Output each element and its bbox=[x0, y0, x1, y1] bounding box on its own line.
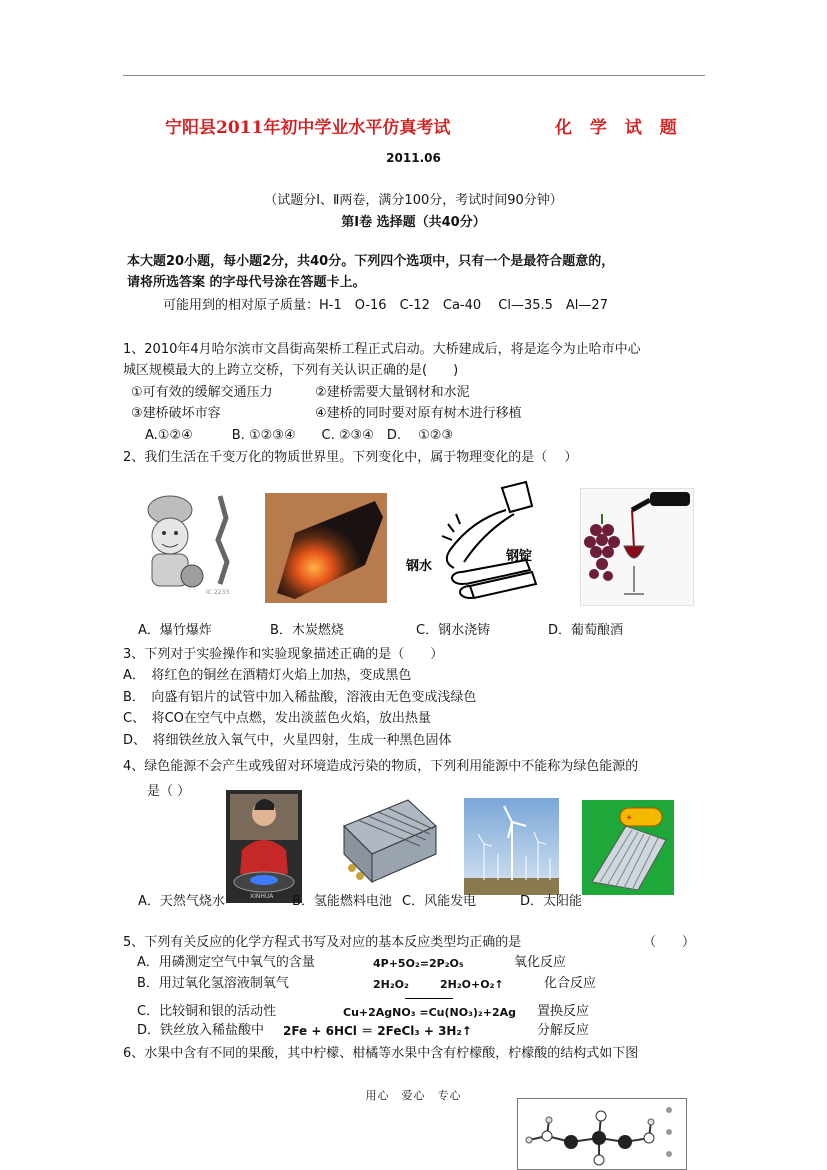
q5-answer-paren: （ ） bbox=[643, 935, 696, 950]
q5-a-equation: 4P+5O₂=2P₂O₅ bbox=[373, 957, 464, 970]
q2-stem: 2、我们生活在千变万化的物质世界里。下列变化中，属于物理变化的是（ ） bbox=[123, 450, 578, 465]
q5-b-type: 化合反应 bbox=[544, 976, 597, 991]
q5-d-equation: 2Fe + 6HCl ＝ 2FeCl₃ + 3H₂↑ bbox=[283, 1024, 472, 1038]
q5-b-product: 2H₂O+O₂↑ bbox=[440, 978, 504, 991]
q1-stem-1: 1、2010年4月哈尔滨市文昌街高架桥工程正式启动。大桥建成后，将是迄今为止哈市中心 bbox=[123, 342, 641, 357]
intro-line-2: 请将所选答案 的字母代号涂在答题卡上。 bbox=[127, 275, 366, 290]
q3-option-c: C、 将CO在空气中点燃，发出淡蓝色火焰，放出热量 bbox=[123, 711, 431, 726]
grape-wine-image bbox=[580, 488, 694, 606]
q5-a-text: A．用磷测定空气中氧气的含量 bbox=[137, 955, 315, 970]
exam-subject: 化 学 试 题 bbox=[555, 118, 683, 138]
q5-c-equation: Cu+2AgNO₃ =Cu(NO₃)₂+2Ag bbox=[343, 1006, 516, 1019]
q5-c-text: C．比较铜和银的活动性 bbox=[137, 1004, 277, 1019]
burning-charcoal-image bbox=[265, 493, 387, 603]
svg-text:IC 2233: IC 2233 bbox=[206, 589, 230, 596]
q2-option-c: C．钢水浇铸 bbox=[416, 623, 491, 638]
solar-heater-image bbox=[582, 800, 674, 895]
q4-option-a: A．天然气烧水 bbox=[138, 894, 225, 909]
q5-b-text: B．用过氧化氢溶液制氧气 bbox=[137, 976, 289, 991]
q5-stem: 5、下列有关反应的化学方程式书写及对应的基本反应类型均正确的是 bbox=[123, 935, 522, 950]
section-title: 第Ⅰ卷 选择题（共40分） bbox=[341, 215, 486, 230]
exam-name: 宁阳县2011年初中学业水平仿真考试 bbox=[165, 118, 451, 138]
q5-d-text: D．铁丝放入稀盐酸中 bbox=[137, 1023, 265, 1038]
q2-option-a: A．爆竹爆炸 bbox=[138, 623, 212, 638]
intro-line-1: 本大题20小题，每小题2分，共40分。下列四个选项中，只有一个是最符合题意的， bbox=[127, 254, 615, 269]
q1-statement-4: ④建桥的同时要对原有树木进行移植 bbox=[315, 406, 522, 421]
q4-stem-1: 4、绿色能源不会产生或残留对环境造成污染的物质，下列利用能源中不能称为绿色能源的 bbox=[123, 759, 639, 774]
q3-option-d: D、 将细铁丝放入氧气中，火星四射，生成一种黑色固体 bbox=[123, 733, 452, 748]
q5-c-type: 置换反应 bbox=[537, 1004, 590, 1019]
q4-option-d: D．太阳能 bbox=[520, 894, 583, 909]
fuel-cell-image bbox=[338, 796, 441, 896]
q5-b-reactant: 2H₂O₂ bbox=[373, 978, 409, 991]
q6-stem: 6、水果中含有不同的果酸，其中柠檬、柑橘等水果中含有柠檬酸，柠檬酸的结构式如下图 bbox=[123, 1046, 639, 1061]
q1-statement-2: ②建桥需要大量钢材和水泥 bbox=[315, 385, 470, 400]
svg-text:☀: ☀ bbox=[626, 814, 633, 822]
exam-title bbox=[165, 113, 685, 138]
firecracker-image bbox=[132, 488, 237, 598]
q3-option-a: A． 将红色的铜丝在酒精灯火焰上加热，变成黑色 bbox=[123, 668, 412, 683]
xinhua-watermark: XINHUA bbox=[250, 893, 274, 900]
q5-d-type: 分解反应 bbox=[537, 1023, 590, 1038]
q1-options: A.①②④ B. ①②③④ C. ②③④ D. ①②③ bbox=[145, 428, 454, 443]
q2-option-b: B．木炭燃烧 bbox=[270, 623, 344, 638]
q1-statement-1: ①可有效的缓解交通压力 bbox=[131, 385, 273, 400]
page-footer: 用心 爱心 专心 bbox=[365, 1089, 462, 1102]
exam-date: 2011.06 bbox=[386, 151, 441, 165]
q5-a-type: 氧化反应 bbox=[514, 955, 567, 970]
q3-option-b: B． 向盛有铝片的试管中加入稀盐酸，溶液由无色变成浅绿色 bbox=[123, 690, 477, 705]
equation-bar bbox=[405, 998, 453, 999]
q1-statement-3: ③建桥破坏市容 bbox=[131, 406, 221, 421]
q3-stem: 3、下列对于实验操作和实验现象描述正确的是（ ） bbox=[123, 647, 444, 662]
atomic-masses: 可能用到的相对原子质量：H-1 O-16 C-12 Ca-40 Cl—35.5 Al—27 bbox=[163, 298, 608, 313]
q1-stem-2: 城区规模最大的上跨立交桥，下列有关认识正确的是( ) bbox=[123, 363, 459, 378]
q2-option-d: D．葡萄酿酒 bbox=[548, 623, 624, 638]
exam-info: （试题分Ⅰ、Ⅱ两卷，满分100分，考试时间90分钟） bbox=[264, 193, 563, 208]
steel-casting-image bbox=[402, 480, 550, 605]
gas-stove-image bbox=[226, 790, 302, 903]
q4-option-c: C．风能发电 bbox=[402, 894, 477, 909]
label-steel-ingot: 钢锭 bbox=[506, 549, 533, 564]
header-rule bbox=[123, 75, 705, 76]
label-molten-steel: 钢水 bbox=[406, 559, 433, 574]
wind-farm-image bbox=[464, 798, 559, 895]
q4-option-b: B．氢能燃料电池 bbox=[292, 894, 392, 909]
q4-stem-2: 是（ ） bbox=[147, 784, 191, 799]
citric-acid-structure-image bbox=[517, 1098, 687, 1170]
